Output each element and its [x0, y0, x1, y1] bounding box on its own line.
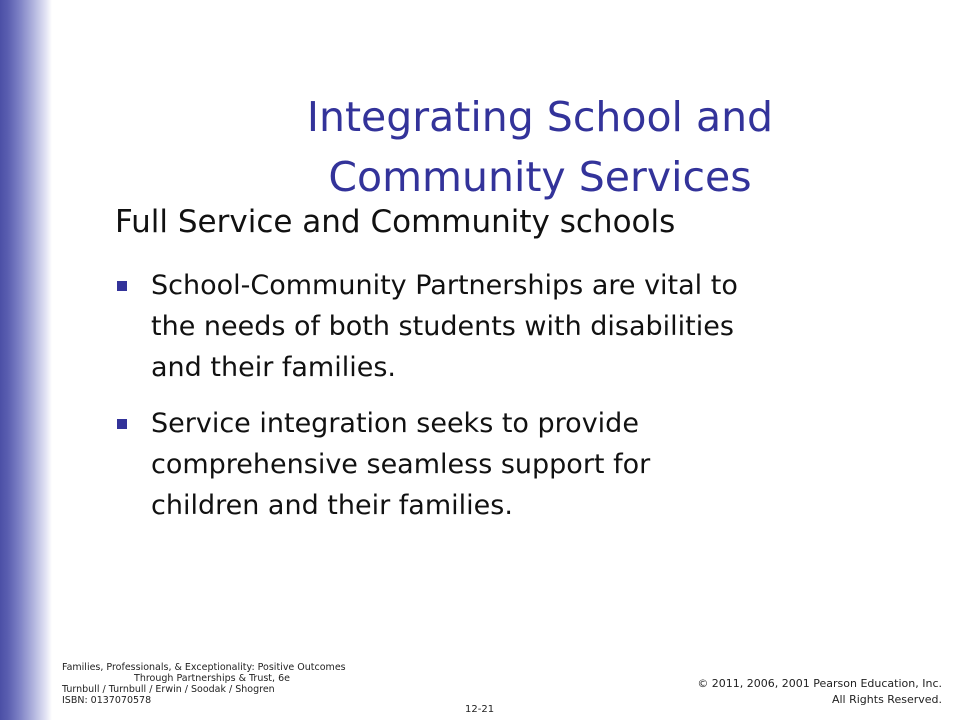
- slide-title: [150, 87, 930, 207]
- bullet-2-line-3: children and their families.: [151, 490, 513, 521]
- bullet-square-icon: [117, 419, 127, 429]
- bullet-item-1: [115, 265, 875, 388]
- bullet-1-line-2: the needs of both students with disabilities: [151, 311, 734, 342]
- sidebar-gradient: [0, 0, 52, 720]
- slide-title-line-1: Integrating School and: [306, 93, 774, 142]
- slide-title-line-2: Community Services: [328, 153, 752, 202]
- copyright-line-1: © 2011, 2006, 2001 Pearson Education, Inc.: [697, 677, 942, 690]
- bullet-item-2: [115, 403, 875, 526]
- bullet-2-line-2: comprehensive seamless support for: [151, 449, 651, 480]
- bullet-1-line-1: School-Community Partnerships are vital to: [151, 270, 738, 301]
- bullet-text-1: [151, 265, 875, 388]
- copyright-notice: [697, 676, 942, 708]
- book-citation: [62, 662, 362, 706]
- bullet-list: [115, 265, 875, 541]
- bullet-1-line-3: and their families.: [151, 352, 396, 383]
- copyright-line-2: All Rights Reserved.: [831, 693, 942, 706]
- bullet-text-2: [151, 403, 875, 526]
- book-citation-line-3: Turnbull / Turnbull / Erwin / Soodak / Shogren: [62, 684, 275, 695]
- page-number: 12-21: [465, 704, 495, 715]
- bullet-square-icon: [117, 281, 127, 291]
- book-citation-line-4: ISBN: 0137070578: [62, 695, 152, 706]
- book-citation-line-2: Through Partnerships & Trust, 6e: [134, 673, 290, 684]
- bullet-2-line-1: Service integration seeks to provide: [151, 408, 639, 439]
- book-citation-line-1: Families, Professionals, & Exceptionality: Positive Outcomes: [62, 662, 346, 673]
- slide-subtitle: Full Service and Community schools: [115, 204, 676, 240]
